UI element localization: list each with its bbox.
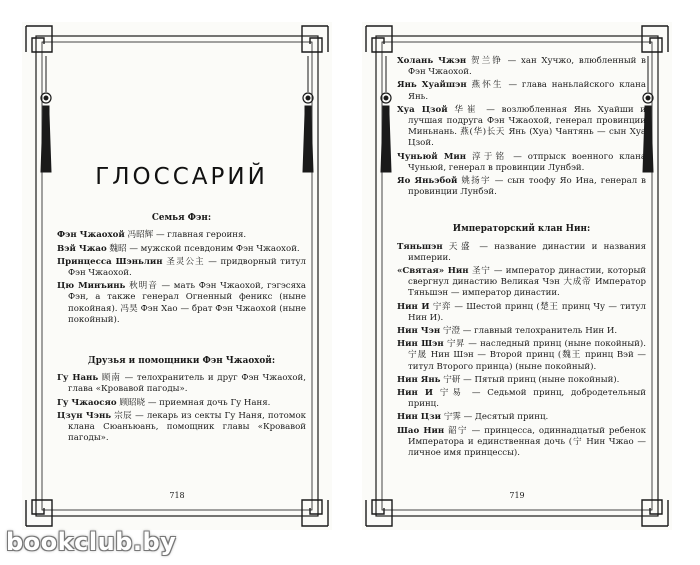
- glossary-entry: Гу Нань 顾南 — телохранитель и друг Фэн Чжаохой, глава «Кровавой пагоды».: [57, 373, 306, 395]
- glossary-entry: Гу Чжаосяо 顾昭晓 — приемная дочь Гу Наня.: [57, 397, 271, 408]
- glossary-entry: Чуньюй Мин 淳于铭 — отпрыск военного клана Чуньюй, генерал в провинции Лунбэй.: [397, 151, 647, 173]
- glossary-entry: Нин И 宁弈 — Шестой принц (楚王 принц Чу — титул Нин И).: [397, 301, 646, 323]
- watermark: bookclub.by: [6, 528, 177, 556]
- left-page-content: [57, 60, 306, 502]
- left-page: [22, 22, 332, 530]
- glossary-entry: Нин Чэн 宁澄 — главный телохранитель Нин И.: [397, 326, 618, 337]
- glossary-entry: Фэн Чжаохой 冯昭辉 — главная героиня.: [57, 230, 247, 241]
- glossary-entry: Цю Минъинь 秋明音 — мать Фэн Чжаохой, гэгэсяха Фэн, а также генерал Огненный феникс (ныне покойная). 冯昊 Фэн Хао — брат Фэн Чжаохой (ныне покойный).: [57, 281, 307, 325]
- glossary-entry: Вэй Чжао 魏昭 — мужской псевдоним Фэн Чжаохой.: [57, 243, 300, 254]
- glossary-entry: Холань Чжэн 贺兰铮 — хан Хучжо, влюбленный в Фэн Чжаохой.: [397, 56, 646, 78]
- glossary-entry: Нин Цзи 宁霁 — Десятый принц.: [397, 412, 549, 423]
- glossary-entry: Яо Яньэбой 姚扬宇 — сын тоофу Яо Ина, генерал в провинции Лунбэй.: [397, 176, 647, 198]
- page-number: 718: [169, 491, 185, 500]
- glossary-entry: Шао Нин 韶宁 — принцесса, одиннадцатый ребенок Императора и единственная дочь (宁 Нин Чжао — личное имя принцессы).: [397, 425, 646, 459]
- glossary-entry: «Святая» Нин 圣宁 — император династии, который свергнул династию Великая Чэн 大成帝 Император Тяньшэн — император династии.: [397, 266, 647, 299]
- section-heading: Императорский клан Нин:: [452, 224, 591, 235]
- glossary-title: ГЛОССАРИЙ: [95, 164, 268, 190]
- right-page-content: [397, 56, 646, 502]
- glossary-entry: Тяньшэн 天盛 — название династии и названия империи.: [397, 241, 647, 263]
- glossary-entry: Янь Хуайшэн 燕怀生 — глава наньлайского клана Янь.: [397, 80, 647, 102]
- glossary-entry: Принцесса Шэньлин 圣灵公主 — придворный титул Фэн Чжаохой.: [57, 256, 306, 279]
- right-page: [362, 22, 672, 530]
- page-number: 719: [509, 491, 525, 500]
- glossary-entry: Цзун Чэнь 宗辰 — лекарь из секты Гу Наня, потомок клана Сюаньюань, помощник главы «Кровавой пагоды».: [57, 410, 306, 444]
- tassel-left: [41, 56, 51, 172]
- section-heading: Друзья и помощники Фэн Чжаохой:: [87, 356, 276, 367]
- glossary-entry: Нин Шэн 宁昇 — наследный принц (ныне покойный). 宁晟 Нин Шэн — Второй принц (魏王 принц Вэй — титул Второго принца) (ныне покойный).: [397, 339, 646, 372]
- glossary-entry: Нин Янь 宁研 — Пятый принц (ныне покойный).: [397, 374, 620, 385]
- glossary-entry: Хуа Цзой 华崔 — возлюбленная Янь Хуайши и лучшая подруга Фэн Чжаохой, генерал провинции Миньнань. 燕(华)长天 Янь (Хуа) Чантянь — сын Хуа Цзой.: [397, 104, 647, 149]
- section-heading: Семья Фэн:: [151, 213, 212, 224]
- tassel-left: [381, 56, 391, 172]
- glossary-entry: Нин И 宁易 — Седьмой принц, добродетельный принц.: [397, 388, 646, 410]
